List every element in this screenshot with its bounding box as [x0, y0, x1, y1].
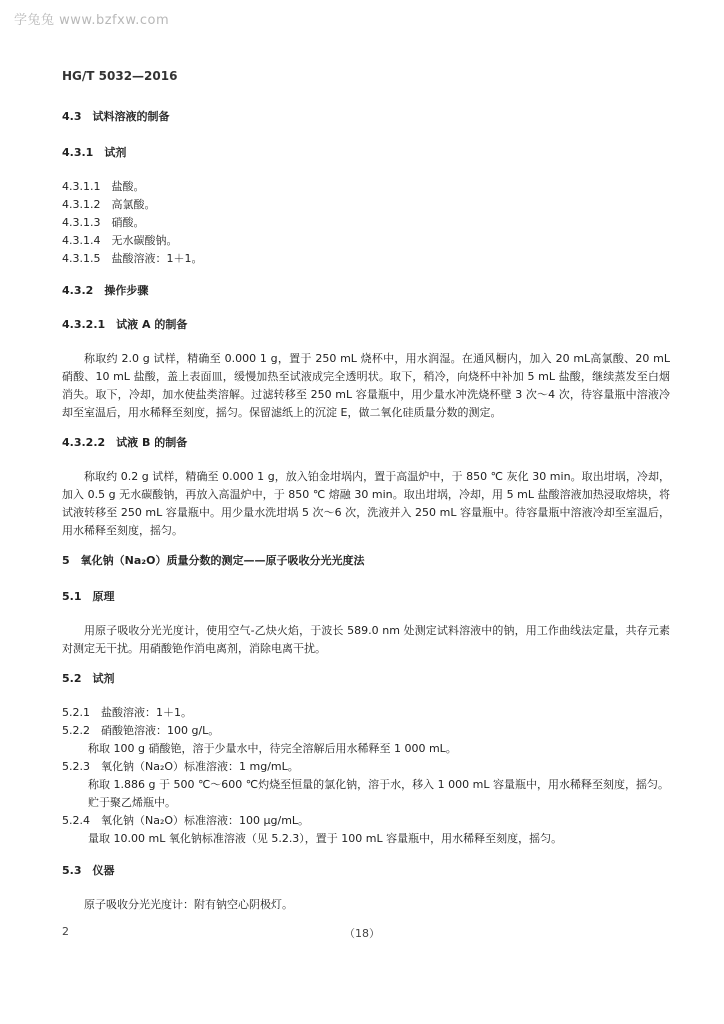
standard-code: HG/T 5032—2016	[62, 69, 178, 83]
paragraph-solution-b: 称取约 0.2 g 试样，精确至 0.000 1 g，放入铂金坩埚内，置于高温炉中，于 850 ℃ 灰化 30 min。取出坩埚，冷却，加入 0.5 g 无水碳酸钠，再放入高温炉中，于 850 ℃ 熔融 30 min。取出坩埚，冷却，用 5 mL 盐酸溶液加热浸取熔块，将试液转移至 250 mL 容量瓶中。用少量水洗坩埚 5 次～6 次，洗液并入 250 mL 容量瓶中。待容量瓶中溶液冷却至室温后，用水稀释至刻度，摇匀。	[62, 470, 670, 537]
section-5-2-2: 5.2.2 硝酸铯溶液：100 g/L。	[62, 724, 220, 737]
section-5-2-4-text: 量取 10.00 mL 氧化钠标准溶液（见 5.2.3），置于 100 mL 容量瓶中，用水稀释至刻度，摇匀。	[88, 832, 563, 845]
section-5-2-4: 5.2.4 氧化钠（Na₂O）标准溶液：100 μg/mL。	[62, 814, 310, 827]
section-5-2-heading: 5.2 试剂	[62, 672, 115, 685]
footer-center-number: （18）	[344, 927, 380, 940]
section-4-3-2-2-heading: 4.3.2.2 试液 B 的制备	[62, 436, 188, 449]
reagent-item: 4.3.1.2 高氯酸。	[62, 198, 156, 211]
section-4-3-2-heading: 4.3.2 操作步骤	[62, 284, 149, 297]
page-number: 2	[62, 925, 69, 938]
reagent-item: 4.3.1.3 硝酸。	[62, 216, 145, 229]
section-4-3-heading: 4.3 试料溶液的制备	[62, 110, 170, 123]
paragraph-principle: 用原子吸收分光光度计，使用空气-乙炔火焰，于波长 589.0 nm 处测定试料溶液中的钠，用工作曲线法定量，共存元素对测定无干扰。用硝酸铯作消电离剂，消除电离干扰。	[62, 624, 670, 655]
section-5-2-1: 5.2.1 盐酸溶液：1＋1。	[62, 706, 192, 719]
reagent-item: 4.3.1.1 盐酸。	[62, 180, 145, 193]
section-5-2-2-text: 称取 100 g 硝酸铯，溶于少量水中，待完全溶解后用水稀释至 1 000 mL。	[88, 742, 457, 755]
reagent-item: 4.3.1.5 盐酸溶液：1＋1。	[62, 252, 203, 265]
section-4-3-1-heading: 4.3.1 试剂	[62, 146, 127, 159]
paragraph-solution-a: 称取约 2.0 g 试样，精确至 0.000 1 g，置于 250 mL 烧杯中，用水润湿。在通风橱内，加入 20 mL高氯酸、20 mL 硝酸、10 mL 盐酸，盖上表面皿，缓慢加热至试液成完全透明状。取下，稍冷，向烧杯中补加 5 mL 盐酸，继续蒸发至白烟消失。取下，冷却，加水使盐类溶解。过滤转移至 250 mL 容量瓶中，用少量水冲洗烧杯壁 3 次～4 次，待容量瓶中溶液冷却至室温后，用水稀释至刻度，摇匀。保留滤纸上的沉淀 E，做二氧化硅质量分数的测定。	[62, 352, 670, 419]
section-5-3-heading: 5.3 仪器	[62, 864, 115, 877]
document-body	[62, 108, 670, 926]
section-5-2-3-text: 称取 1.886 g 于 500 ℃～600 ℃灼烧至恒量的氯化钠，溶于水，移入 1 000 mL 容量瓶中，用水稀释至刻度，摇匀。贮于聚乙烯瓶中。	[88, 778, 669, 809]
section-4-3-2-1-heading: 4.3.2.1 试液 A 的制备	[62, 318, 188, 331]
section-5-1-heading: 5.1 原理	[62, 590, 115, 603]
section-5-heading: 5 氧化钠（Na₂O）质量分数的测定——原子吸收分光光度法	[62, 554, 365, 567]
reagent-item: 4.3.1.4 无水碳酸钠。	[62, 234, 178, 247]
section-5-2-3: 5.2.3 氧化钠（Na₂O）标准溶液：1 mg/mL。	[62, 760, 299, 773]
paragraph-instrument: 原子吸收分光光度计：附有钠空心阴极灯。	[84, 898, 293, 911]
watermark: 学兔兔 www.bzfxw.com	[14, 13, 170, 28]
